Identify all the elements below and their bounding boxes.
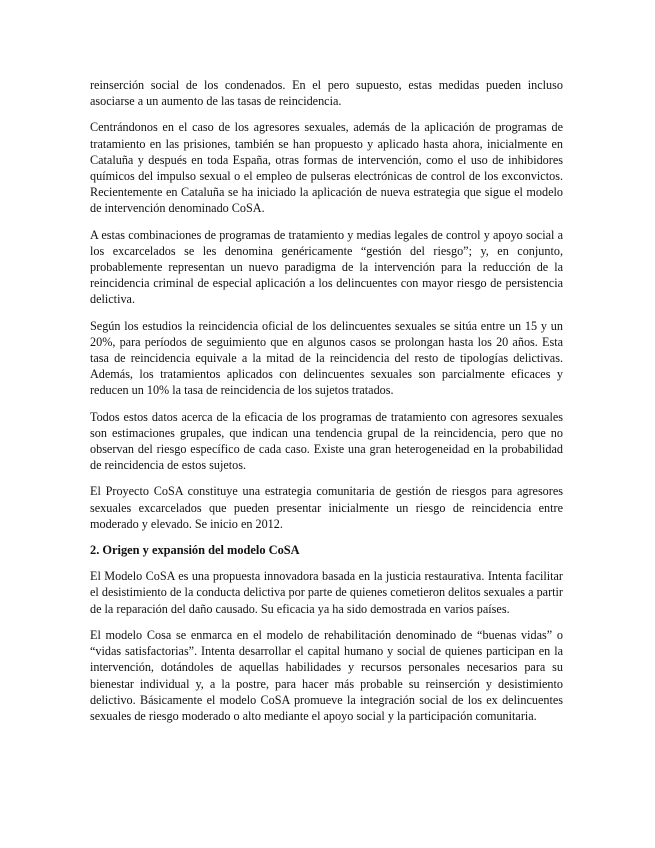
paragraph-estimaciones-grupales: Todos estos datos acerca de la eficacia de los programas de tratamiento con agresores sexuales son estimaciones grupales, que indican una tendencia grupal de la reincidencia, pero que no observan del riesgo específico de cada caso. Existe una gran heterogeneidad en la probabilidad de reincidencia de estos sujetos. bbox=[90, 409, 563, 473]
paragraph-buenas-vidas: El modelo Cosa se enmarca en el modelo de rehabilitación denominado de “buenas vidas” o “vidas satisfactorias”. Intenta desarrollar el capital humano y social de quienes participan en la intervención, dotándoles de aquellas habilidades y recursos personales necesarios para su bienestar individual y, a la postre, para hacer más probable su reinserción y desistimiento delictivo. Básicamente el modelo CoSA promueve la integración social de los ex delincuentes sexuales de riesgo moderado o alto mediante el apoyo social y la participación comunitaria. bbox=[90, 627, 563, 723]
paragraph-gestion-del-riesgo: A estas combinaciones de programas de tratamiento y medias legales de control y apoyo social a los excarcelados se les denomina genéricamente “gestión del riesgo”; y, en conjunto, probablemente representan un nuevo paradigma de la intervención para la reducción de la reincidencia criminal de especial aplicación a los delincuentes con mayor riesgo de persistencia delictiva. bbox=[90, 227, 563, 307]
paragraph-reincidencia-oficial: Según los estudios la reincidencia oficial de los delincuentes sexuales se sitúa entre un 15 y un 20%, para períodos de seguimiento que en algunos casos se prolongan hasta los 20 años. Esta tasa de reincidencia equivale a la mitad de la reincidencia del resto de tipologías delictivas. Además, los tratamientos aplicados con delincuentes sexuales son parcialmente eficaces y reducen un 10% la tasa de reincidencia de los sujetos tratados. bbox=[90, 318, 563, 398]
paragraph-agresores-sexuales: Centrándonos en el caso de los agresores sexuales, además de la aplicación de programas de tratamiento en las prisiones, también se han propuesto y aplicado hasta ahora, inicialmente en Cataluña y después en toda España, otras formas de intervención, como el uso de inhibidores químicos del impulso sexual o el empleo de pulseras electrónicas de control de los exconvictos. Recientemente en Cataluña se ha iniciado la aplicación de nueva estrategia que sigue el modelo de intervención denominado CoSA. bbox=[90, 120, 563, 216]
paragraph-reinsercion: reinserción social de los condenados. En el pero supuesto, estas medidas pueden incluso asociarse a un aumento de las tasas de reincidencia. bbox=[90, 78, 563, 109]
document-body bbox=[90, 77, 563, 734]
paragraph-proyecto-cosa: El Proyecto CoSA constituye una estrategia comunitaria de gestión de riesgos para agresores sexuales excarcelados que pueden presentar inicialmente un riesgo de reincidencia entre moderado y elevado. Se inicio en 2012. bbox=[90, 484, 563, 531]
section-heading: 2. Origen y expansión del modelo CoSA bbox=[90, 543, 300, 558]
paragraph-modelo-cosa: El Modelo CoSA es una propuesta innovadora basada en la justicia restaurativa. Intenta facilitar el desistimiento de la conducta delictiva por parte de quienes cometieron delitos sexuales a partir de la reparación del daño causado. Su eficacia ya ha sido demostrada en varios países. bbox=[90, 569, 563, 616]
